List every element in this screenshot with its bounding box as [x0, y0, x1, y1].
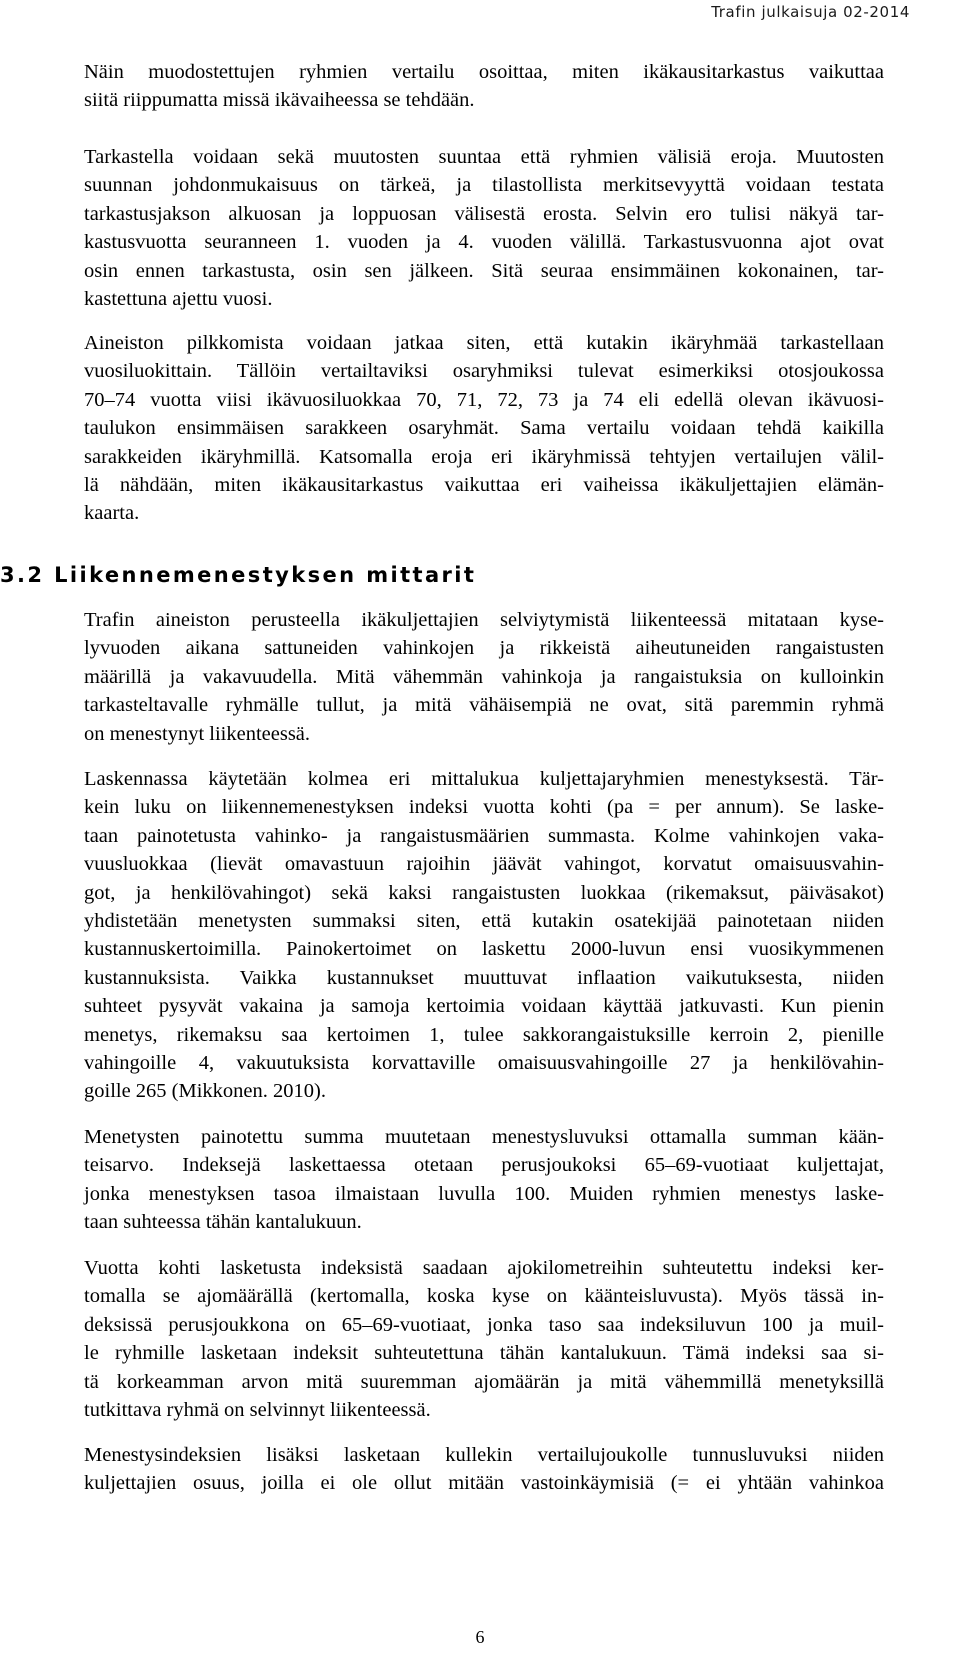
text-line: kaarta.: [84, 502, 140, 525]
text-line: kein luku on liikennemenestyksen indeksi vuotta kohti (pa = per annum). Se laske-: [84, 796, 884, 819]
text-line: kastusvuotta seuranneen 1. vuoden ja 4. vuoden välillä. Tarkastusvuonna ajot ovat: [84, 231, 884, 254]
text-line: kustannuksista. Vaikka kustannukset muuttuvat inflaation vaikutuksesta, niiden: [84, 966, 884, 989]
text-line: tutkittava ryhmä on selvinnyt liikenteessä.: [84, 1399, 431, 1422]
paragraph-change-direction: [84, 143, 884, 313]
text-line: sarakkeiden ikäryhmillä. Katsomalla eroja eri ikäryhmissä tehtyjen vertailujen välil-: [84, 445, 884, 468]
section-heading: 3.2 Liikennemenestyksen mittarit: [0, 563, 477, 587]
text-line: deksissä perusjoukkona on 65–69-vuotiaat, jonka taso saa indeksiluvun 100 ja muil-: [84, 1313, 884, 1336]
text-line: taan painotetusta vahinko- ja rangaistusmäärien summasta. Kolme vahinkojen vaka-: [84, 824, 884, 847]
text-line: Näin muodostettujen ryhmien vertailu osoittaa, miten ikäkausitarkastus vaikuttaa: [84, 61, 884, 83]
text-line: taan suhteessa tähän kantalukuun.: [84, 1211, 362, 1234]
text-line: kastettuna ajettu vuosi.: [84, 288, 273, 311]
text-line: Menestysindeksien lisäksi lasketaan kullekin vertailujoukolle tunnusluvuksi niiden: [84, 1444, 884, 1466]
text-line: on menestynyt liikenteessä.: [84, 722, 311, 745]
text-line: vuosiluokittain. Tällöin vertailtaviksi osaryhmiksi tulevat esimerkiksi otosjoukossa: [84, 360, 884, 383]
text-line: Aineiston pilkkomista voidaan jatkaa siten, että kutakin ikäryhmää tarkastellaan: [84, 332, 884, 354]
paragraph-calculation-method: [84, 765, 884, 1106]
paragraph-measurement-basis: [84, 606, 884, 748]
text-line: got, ja henkilövahingot) sekä kaksi rangaistusten luokkaa (rikemaksut, päiväsakot): [84, 881, 884, 904]
text-line: yhdistetään menetysten summaksi siten, että kutakin osatekijää painotetaan niiden: [84, 910, 884, 933]
text-line: kustannuskertoimilla. Painokertoimet on laskettu 2000-luvun ensi vuosikymmenen: [84, 938, 884, 961]
paragraph-success-share: [84, 1441, 884, 1498]
text-line: lyvuoden aikana sattuneiden vahinkojen ja rikkeistä aiheutuneiden rangaistusten: [84, 637, 884, 660]
text-line: Vuotta kohti lasketusta indeksistä saadaan ajokilometreihin suhteutettu indeksi ker-: [84, 1257, 884, 1279]
text-line: menetys, rikemaksu saa kertoimen 1, tulee sakkorangaistuksille kerroin 2, pienille: [84, 1023, 884, 1046]
text-line: vahingoille 4, vakuutuksista korvattaville omaisuusvahingoille 27 ja henkilövahin-: [84, 1052, 884, 1075]
text-line: osin ennen tarkastusta, osin sen jälkeen. Sitä seuraa ensimmäinen kokonainen, tar-: [84, 259, 884, 282]
text-line: taulukon ensimmäisen sarakkeen osaryhmät. Sama vertailu voidaan tehdä kaikilla: [84, 417, 884, 440]
paragraph-inverse-value: [84, 1123, 884, 1237]
page-number: 6: [475, 1627, 485, 1647]
text-line: le ryhmille lasketaan indeksit suhteutettuna tähän kantalukuun. Tämä indeksi saa si-: [84, 1342, 884, 1365]
text-line: vuusluokkaa (lievät omavastuun rajoihin jäävät vahingot, korvatut omaisuusvahin-: [84, 853, 884, 876]
text-line: Menetysten painotettu summa muutetaan menestysluvuksi ottamalla summan kään-: [84, 1126, 884, 1148]
text-line: tä korkeamman arvon mitä suuremman ajomäärän ja mitä vähemmillä menetyksillä: [84, 1370, 884, 1393]
text-line: Laskennassa käytetään kolmea eri mittalukua kuljettajaryhmien menestyksestä. Tär-: [84, 768, 884, 790]
text-line: jonka menestyksen tasoa ilmaistaan luvulla 100. Muiden ryhmien menestys laske-: [84, 1182, 884, 1205]
text-line: tarkasteltavalle ryhmälle tullut, ja mitä vähäisempiä ne ovat, sitä paremmin ryhmä: [84, 694, 884, 717]
text-line: Tarkastella voidaan sekä muutosten suuntaa että ryhmien välisiä eroja. Muutosten: [84, 146, 884, 168]
text-line: lä nähdään, miten ikäkausitarkastus vaikuttaa eri vaiheissa ikäkuljettajien elämän-: [84, 474, 884, 497]
text-line: goille 265 (Mikkonen. 2010).: [84, 1080, 326, 1103]
paragraph-mileage-index: [84, 1254, 884, 1424]
text-line: siitä riippumatta missä ikävaiheessa se tehdään.: [84, 89, 475, 112]
text-line: määrillä ja vakavuudella. Mitä vähemmän vahinkoja ja rangaistuksia on kulloinkin: [84, 665, 884, 688]
text-line: 70–74 vuotta viisi ikävuosiluokkaa 70, 71, 72, 73 ja 74 eli edellä olevan ikävuosi-: [84, 388, 884, 411]
text-line: teisarvo. Indeksejä laskettaessa otetaan perusjoukoksi 65–69-vuotiaat kuljettajat,: [84, 1154, 884, 1177]
text-line: suunnan johdonmukaisuus on tärkeä, ja tilastollista merkitsevyyttä voidaan testata: [84, 174, 884, 197]
running-header: Trafin julkaisuja 02-2014: [711, 3, 910, 21]
text-line: suhteet pysyvät vakaina ja samoja kertoimia voidaan käyttää jatkuvasti. Kun pienin: [84, 995, 884, 1018]
paragraph-group-comparison: [84, 58, 884, 115]
paragraph-age-year-split: [84, 329, 884, 528]
text-line: tomalla se ajomäärällä (kertomalla, koska kyse on käänteisluvusta). Myös tässä in-: [84, 1285, 884, 1308]
text-line: kuljettajien osuus, joilla ei ole ollut mitään vastoinkäymisiä (= ei yhtään vahinkoa: [84, 1472, 884, 1495]
text-line: Trafin aineiston perusteella ikäkuljettajien selviytymistä liikenteessä mitataan kyse-: [84, 609, 884, 631]
text-line: tarkastusjakson alkuosan ja loppuosan välisestä erosta. Selvin ero tulisi näkyä tar-: [84, 202, 884, 225]
